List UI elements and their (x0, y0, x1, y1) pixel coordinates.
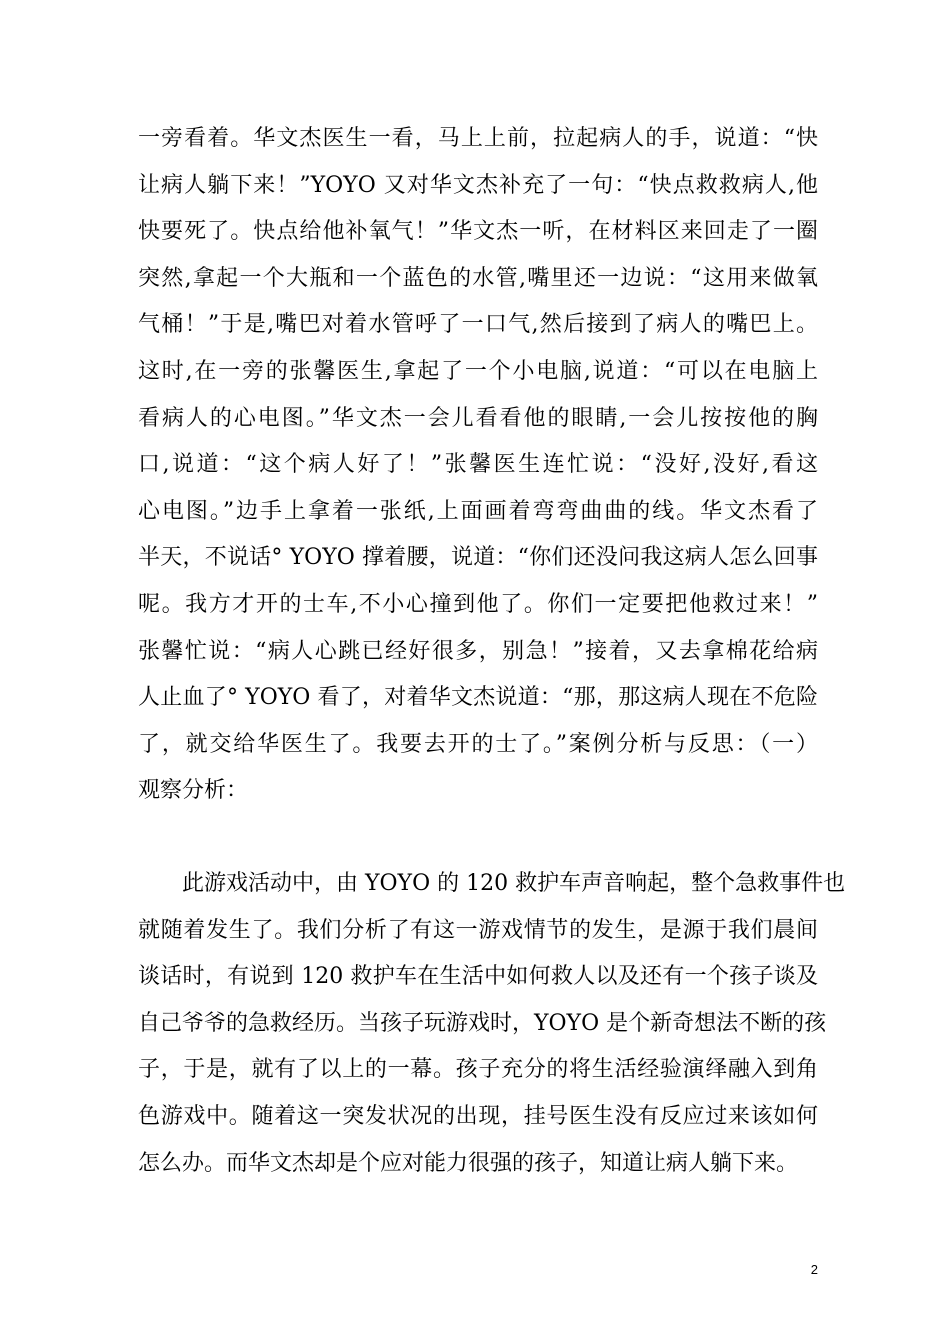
text-line: 张馨忙说：“病人心跳已经好很多，别急！”接着，又去拿棉花给病 (138, 638, 818, 664)
text-line: 口,说道：“这个病人好了！”张馨医生连忙说：“没好,没好,看这 (138, 452, 818, 478)
text-line: 自己爷爷的急救经历。当孩子玩游戏时，YOYO 是个新奇想法不断的孩 (138, 1010, 827, 1036)
paragraph-story (138, 116, 818, 815)
text-line: 一旁看着。华文杰医生一看，马上上前，拉起病人的手，说道：“快 (138, 126, 818, 151)
text-line: 这时,在一旁的张馨医生,拿起了一个小电脑,说道：“可以在电脑上 (138, 358, 818, 384)
text-line: 色游戏中。随着这一突发状况的出现，挂号医生没有反应过来该如何 (138, 1103, 818, 1129)
text-line: 快要死了。快点给他补氧气！”华文杰一听，在材料区来回走了一圈 (138, 219, 818, 245)
text-line: 让病人躺下来！”YOYO 又对华文杰补充了一句：“快点救救病人,他 (138, 172, 818, 198)
text-line: 气桶！”于是,嘴巴对着水管呼了一口气,然后接到了病人的嘴巴上。 (138, 312, 818, 338)
text-line: 呢。我方才开的士车,不小心撞到他了。你们一定要把他救过来！” (138, 591, 818, 617)
text-line: 此游戏活动中，由 YOYO 的 120 救护车声音响起，整个急救事件也 (182, 871, 846, 896)
text-line: 看病人的心电图。”华文杰一会儿看看他的眼睛,一会儿按按他的胸 (138, 405, 818, 431)
text-line: 就随着发生了。我们分析了有这一游戏情节的发生，是源于我们晨间 (138, 917, 818, 943)
text-line: 了，就交给华医生了。我要去开的士了。”案例分析与反思：（一） (138, 731, 818, 757)
paragraph-analysis (138, 861, 846, 1187)
text-line: 半天，不说话° YOYO 撑着腰，说道：“你们还没问我这病人怎么回事 (138, 545, 818, 571)
text-line: 子，于是，就有了以上的一幕。孩子充分的将生活经验演绎融入到角 (138, 1057, 818, 1083)
text-line: 谈话时，有说到 120 救护车在生活中如何救人以及还有一个孩子谈及 (138, 964, 818, 990)
text-line: 心电图。”边手上拿着一张纸,上面画着弯弯曲曲的线。华文杰看了 (138, 498, 818, 524)
text-line: 人止血了° YOYO 看了，对着华文杰说道：“那，那这病人现在不危险 (138, 685, 818, 711)
text-line: 突然,拿起一个大瓶和一个蓝色的水管,嘴里还一边说：“这用来做氧 (138, 265, 818, 291)
page-number: 2 (810, 1262, 818, 1277)
text-line: 观察分析： (138, 778, 249, 804)
text-line: 怎么办。而华文杰却是个应对能力很强的孩子，知道让病人躺下来。 (138, 1150, 799, 1176)
